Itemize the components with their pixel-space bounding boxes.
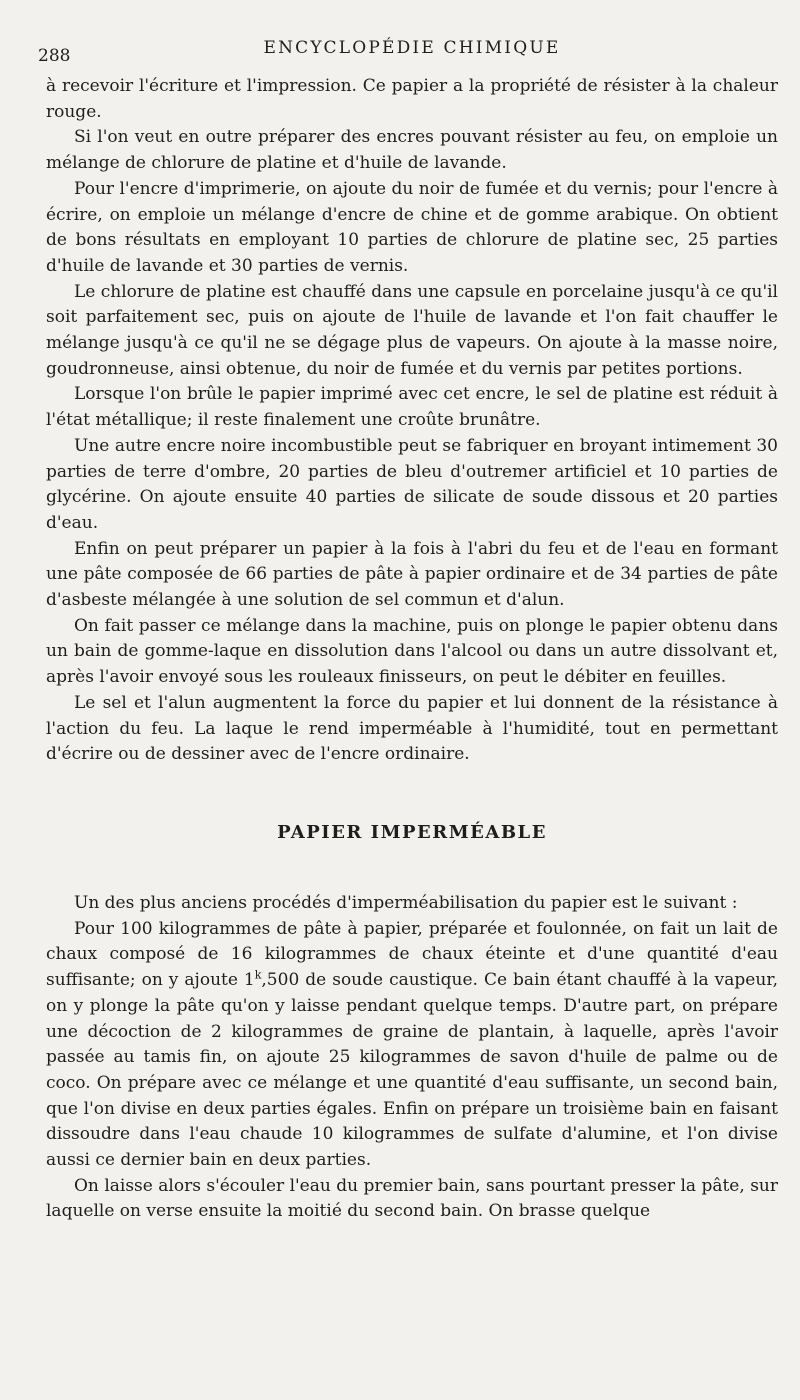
paragraph: Pour l'encre d'imprimerie, on ajoute du noir de fumée et du vernis; pour l'encre à écrire, on emploie un mélange d'encre de chine et de gomme arabique. On obtient de bons résultats en employant 10 parties de chlorure de platine sec, 25 parties d'huile de lavande et 30 parties de vernis. — [46, 178, 778, 276]
running-title: ENCYCLOPÉDIE CHIMIQUE — [263, 38, 561, 58]
section-paragraph: On laisse alors s'écouler l'eau du premier bain, sans pourtant presser la pâte, sur laquelle on verse ensuite la moitié du second bain. On brasse quelque — [46, 1175, 778, 1222]
paragraph: Le chlorure de platine est chauffé dans une capsule en porcelaine jusqu'à ce qu'il soit parfaitement sec, puis on ajoute de l'huile de lavande et l'on fait chauffer le mélange jusqu'à ce qu'il ne se dégage plus de vapeurs. On ajoute à la masse noire, goudronneuse, ainsi obtenue, du noir de fumée et du vernis par petites portions. — [46, 281, 778, 379]
body-text — [46, 74, 778, 1225]
paragraph: Si l'on veut en outre préparer des encres pouvant résister au feu, on emploie un mélange de chlorure de platine et d'huile de lavande. — [46, 127, 778, 174]
paragraph: Une autre encre noire incombustible peut se fabriquer en broyant intimement 30 parties de terre d'ombre, 20 parties de bleu d'outremer artificiel et 10 parties de glycérine. On ajoute ensuite 40 parties de silicate de soude dissous et 20 parties d'eau. — [46, 435, 778, 533]
paragraph: Le sel et l'alun augmentent la force du papier et lui donnent de la résistance à l'action du feu. La laque le rend imperméable à l'humidité, tout en permettant d'écrire ou de dessiner avec de l'encre ordinaire. — [46, 692, 778, 765]
paragraph: Lorsque l'on brûle le papier imprimé avec cet encre, le sel de platine est réduit à l'état métallique; il reste finalement une croûte brunâtre. — [46, 384, 778, 431]
text-span: Pour 100 kilogrammes de pâte à papier, préparée et foulonnée, on fait un lait de chaux composé de 16 kilogrammes de chaux éteinte et d'une quantité d'eau suffisante; on y ajoute 1 — [46, 918, 778, 991]
unit-superscript: k — [254, 968, 262, 982]
running-head — [38, 34, 778, 74]
paragraph-continuation: à recevoir l'écriture et l'impression. Ce papier a la propriété de résister à la chaleur rouge. — [46, 76, 778, 122]
section-paragraph — [46, 917, 778, 1174]
paragraph: On fait passer ce mélange dans la machine, puis on plonge le papier obtenu dans un bain de gomme-laque en dissolution dans l'alcool ou dans un autre dissolvant et, après l'avoir envoyé sous les rouleaux finisseurs, on peut le débiter en feuilles. — [46, 615, 778, 688]
section-paragraph: Un des plus anciens procédés d'imperméabilisation du papier est le suivant : — [74, 892, 738, 913]
text-span: ,500 de soude caustique. Ce bain étant chauffé à la vapeur, on y plonge la pâte qu'on y laisse pendant quelque temps. D'autre part, on prépare une décoction de 2 kilogrammes de graine de plantain, à laquelle, après l'avoir passée au tamis fin, on ajoute 25 kilogrammes de savon d'huile de palme ou de coco. On prépare avec ce mélange et une quantité d'eau suffisante, un second bain, que l'on divise en deux parties égales. Enfin on prépare un troisième bain en faisant dissoudre dans l'eau chaude 10 kilogrammes de sulfate d'alumine, et l'on divise aussi ce dernier bain en deux parties. — [46, 970, 778, 1171]
page-number: 288 — [38, 46, 71, 66]
paragraph: Enfin on peut préparer un papier à la fois à l'abri du feu et de l'eau en formant une pâte composée de 66 parties de pâte à papier ordinaire et de 34 parties de pâte d'asbeste mélangée à une solution de sel commun et d'alun. — [46, 538, 778, 611]
section-heading: PAPIER IMPERMÉABLE — [277, 821, 547, 843]
